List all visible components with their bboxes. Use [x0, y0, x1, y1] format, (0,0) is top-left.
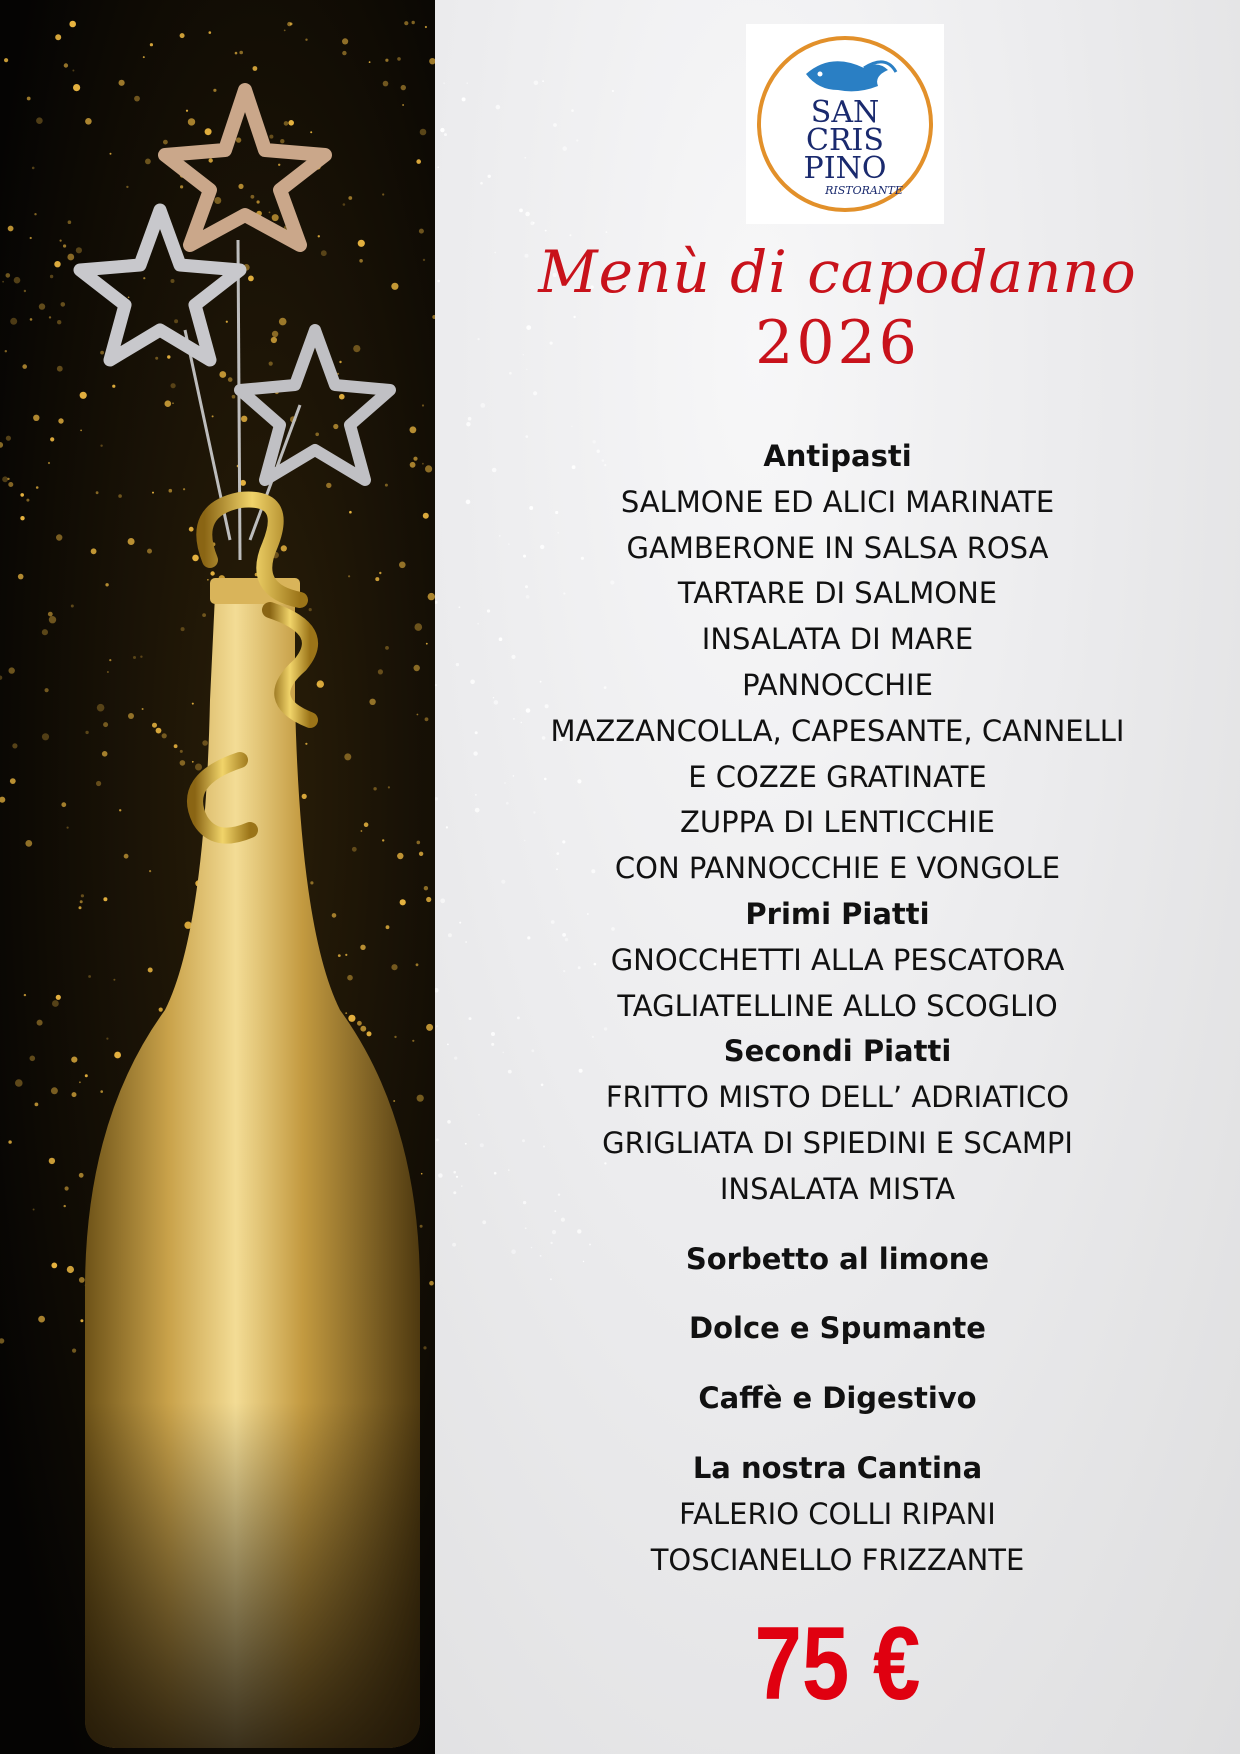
restaurant-logo: [746, 24, 944, 224]
section-heading: La nostra Cantina: [692, 1450, 983, 1485]
menu-item: FALERIO COLLI RIPANI: [679, 1496, 996, 1531]
menu-item: SALMONE ED ALICI MARINATE: [620, 484, 1055, 519]
logo-subtitle: RISTORANTE: [825, 184, 903, 197]
section-heading: Sorbetto al limone: [685, 1241, 990, 1276]
menu-item: GAMBERONE IN SALSA ROSA: [626, 530, 1049, 565]
bottle-illustration: [0, 0, 435, 1754]
menu-year: 2026: [755, 308, 920, 378]
menu-item: TOSCIANELLO FRIZZANTE: [650, 1542, 1025, 1577]
menu-item: INSALATA MISTA: [719, 1171, 956, 1206]
menu-item: CON PANNOCCHIE E VONGOLE: [614, 851, 1061, 886]
menu-list: [435, 434, 1240, 1583]
menu-item: ZUPPA DI LENTICCHIE: [680, 805, 995, 840]
menu-item: E COZZE GRATINATE: [688, 759, 987, 794]
menu-item: TARTARE DI SALMONE: [677, 576, 998, 611]
section-heading: Dolce e Spumante: [689, 1311, 986, 1346]
menu-item: TAGLIATELLINE ALLO SCOGLIO: [617, 988, 1058, 1023]
champagne-bottle-image: [0, 0, 435, 1754]
menu-item: GNOCCHETTI ALLA PESCATORA: [610, 942, 1065, 977]
price: 75 €: [754, 1606, 921, 1722]
menu-item: PANNOCCHIE: [742, 667, 933, 702]
menu-item: MAZZANCOLLA, CAPESANTE, CANNELLI: [550, 713, 1125, 748]
menu-item: GRIGLIATA DI SPIEDINI E SCAMPI: [602, 1125, 1073, 1160]
menu-title: Menù di capodanno: [538, 238, 1137, 306]
menu-item: FRITTO MISTO DELL’ ADRIATICO: [605, 1080, 1070, 1115]
logo-name-line-1: SAN: [810, 95, 880, 130]
logo-name-line-2: CRIS: [806, 123, 884, 158]
logo-name-line-3: PINO: [803, 151, 887, 186]
section-heading: Caffè e Digestivo: [698, 1381, 977, 1416]
section-heading: Antipasti: [763, 439, 912, 473]
section-heading: Primi Piatti: [745, 896, 930, 931]
menu-item: INSALATA DI MARE: [701, 622, 974, 657]
menu-panel: [435, 0, 1240, 1754]
section-heading: Secondi Piatti: [723, 1034, 952, 1069]
